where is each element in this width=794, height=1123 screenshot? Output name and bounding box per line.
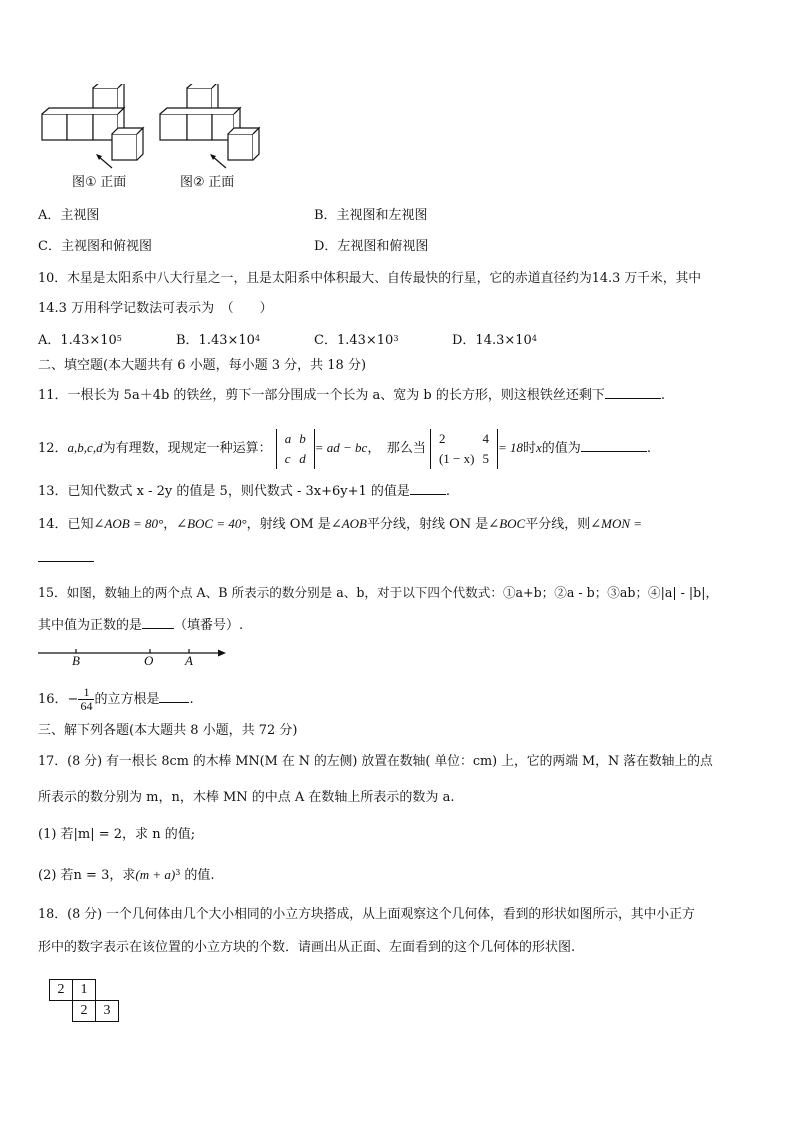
q10-option-c[interactable]: C．$1.43\times 10^3$ — [314, 333, 399, 348]
q18-line-2: 形中的数字表示在该位置的小立方块的个数．请画出从正面、左面看到的这个几何体的形状图. — [38, 940, 576, 955]
q9-option-d[interactable]: D．左视图和俯视图 — [314, 239, 429, 254]
q10-option-d[interactable]: D．$14.3\times 10^4$ — [452, 333, 537, 348]
number-line — [36, 644, 231, 674]
figure-1-caption: 图① 正面 — [72, 174, 127, 189]
q9-option-a[interactable]: A．主视图 — [38, 208, 100, 223]
grid-cell: 3 — [95, 1000, 119, 1022]
q15-line-1: 15．如图，数轴上的两个点 A、B 所表示的数分别是 a、b，对于以下四个代数式：①a+b；②a - b；③ab；④|a| - |b|， — [38, 585, 719, 600]
q14-answer-blank[interactable] — [38, 547, 94, 562]
q11: 11．一根长为 5a＋4b 的铁丝，剪下一部分围成一个长为 a、宽为 b 的长方形，则这根铁丝还剩下 . — [38, 384, 665, 405]
cube-figure-2 — [154, 84, 269, 174]
cube-figure-1 — [38, 84, 153, 174]
point-b-label: B — [72, 653, 80, 668]
q10-line-1: 10．木星是太阳系中八大行星之一，且是太阳系中体积最大、自传最快的行星，它的赤道直径约为14.3 万千米，其中 — [38, 271, 702, 286]
q17-part-1: (1) 若|m| = 2，求 n 的值; — [38, 827, 196, 842]
q9-option-c[interactable]: C．主视图和俯视图 — [38, 239, 152, 254]
q10-option-a[interactable]: A．$1.43\times 10^5$ — [38, 333, 122, 348]
q17-part-2: (2) 若n = 3，求$(m + a)^3$ 的值. — [38, 867, 215, 883]
grid-cell: 2 — [72, 1000, 96, 1022]
fraction-1-over-64: $\frac{1}{64}$ — [80, 685, 93, 713]
q13: 13．已知代数式 x - 2y 的值是 5，则代数式 - 3x+6y+1 的值是 . — [38, 480, 450, 501]
q9-option-b[interactable]: B．主视图和左视图 — [314, 208, 428, 223]
section-3-heading: 三、解下列各题(本大题共 8 小题，共 72 分) — [38, 723, 298, 738]
top-view-grid — [49, 979, 129, 1027]
grid-cell: 1 — [72, 979, 96, 1001]
q14-answer-line — [38, 547, 94, 568]
q14: 14．已知∠AOB = 80°，∠BOC = 40°，射线 OM 是∠AOB平分线，射线 ON 是∠BOC平分线，则∠MON = — [38, 516, 643, 532]
q10-option-b[interactable]: B．$1.43\times 10^4$ — [176, 333, 261, 348]
determinant-equation: 2 4 (1 − x) 5 — [430, 429, 498, 469]
q17-line-1: 17．(8 分) 有一根长 8cm 的木棒 MN(M 在 N 的左侧) 放置在数轴( 单位：cm) 上，它的两端 M，N 落在数轴上的点 — [38, 754, 713, 769]
q16-answer-blank[interactable] — [159, 688, 189, 703]
point-a-label: A — [185, 653, 193, 668]
q16: 16．− $\frac{1}{64}$ 的立方根是 . — [38, 685, 194, 713]
grid-cell: 2 — [49, 979, 73, 1001]
q17-line-2: 所表示的数分别为 m，n，木棒 MN 的中点 A 在数轴上所表示的数为 a. — [38, 790, 455, 805]
q15-answer-blank[interactable] — [142, 614, 174, 629]
point-o-label: O — [144, 653, 154, 668]
q12: 12．a,b,c,d为有理数，现规定一种运算： a b c d = ad − bc， 那么当 2 4 (1 − x) 5 = 18时x的值为 . — [38, 426, 651, 470]
section-2-heading: 二、填空题(本大题共有 6 小题，每小题 3 分，共 18 分) — [38, 358, 367, 373]
q10-line-2: 14.3 万用科学记数法可表示为 （ ） — [38, 301, 273, 316]
q13-answer-blank[interactable] — [410, 480, 446, 495]
q11-answer-blank[interactable] — [605, 384, 661, 399]
q12-answer-blank[interactable] — [581, 437, 647, 452]
figure-2-caption: 图② 正面 — [180, 174, 235, 189]
q18-line-1: 18．(8 分) 一个几何体由几个大小相同的小立方块搭成，从上面观察这个几何体，看到的形状如图所示，其中小正方 — [38, 907, 695, 922]
determinant-definition: a b c d — [276, 429, 315, 469]
q15-line-2: 其中值为正数的是 （填番号）. — [38, 614, 243, 635]
